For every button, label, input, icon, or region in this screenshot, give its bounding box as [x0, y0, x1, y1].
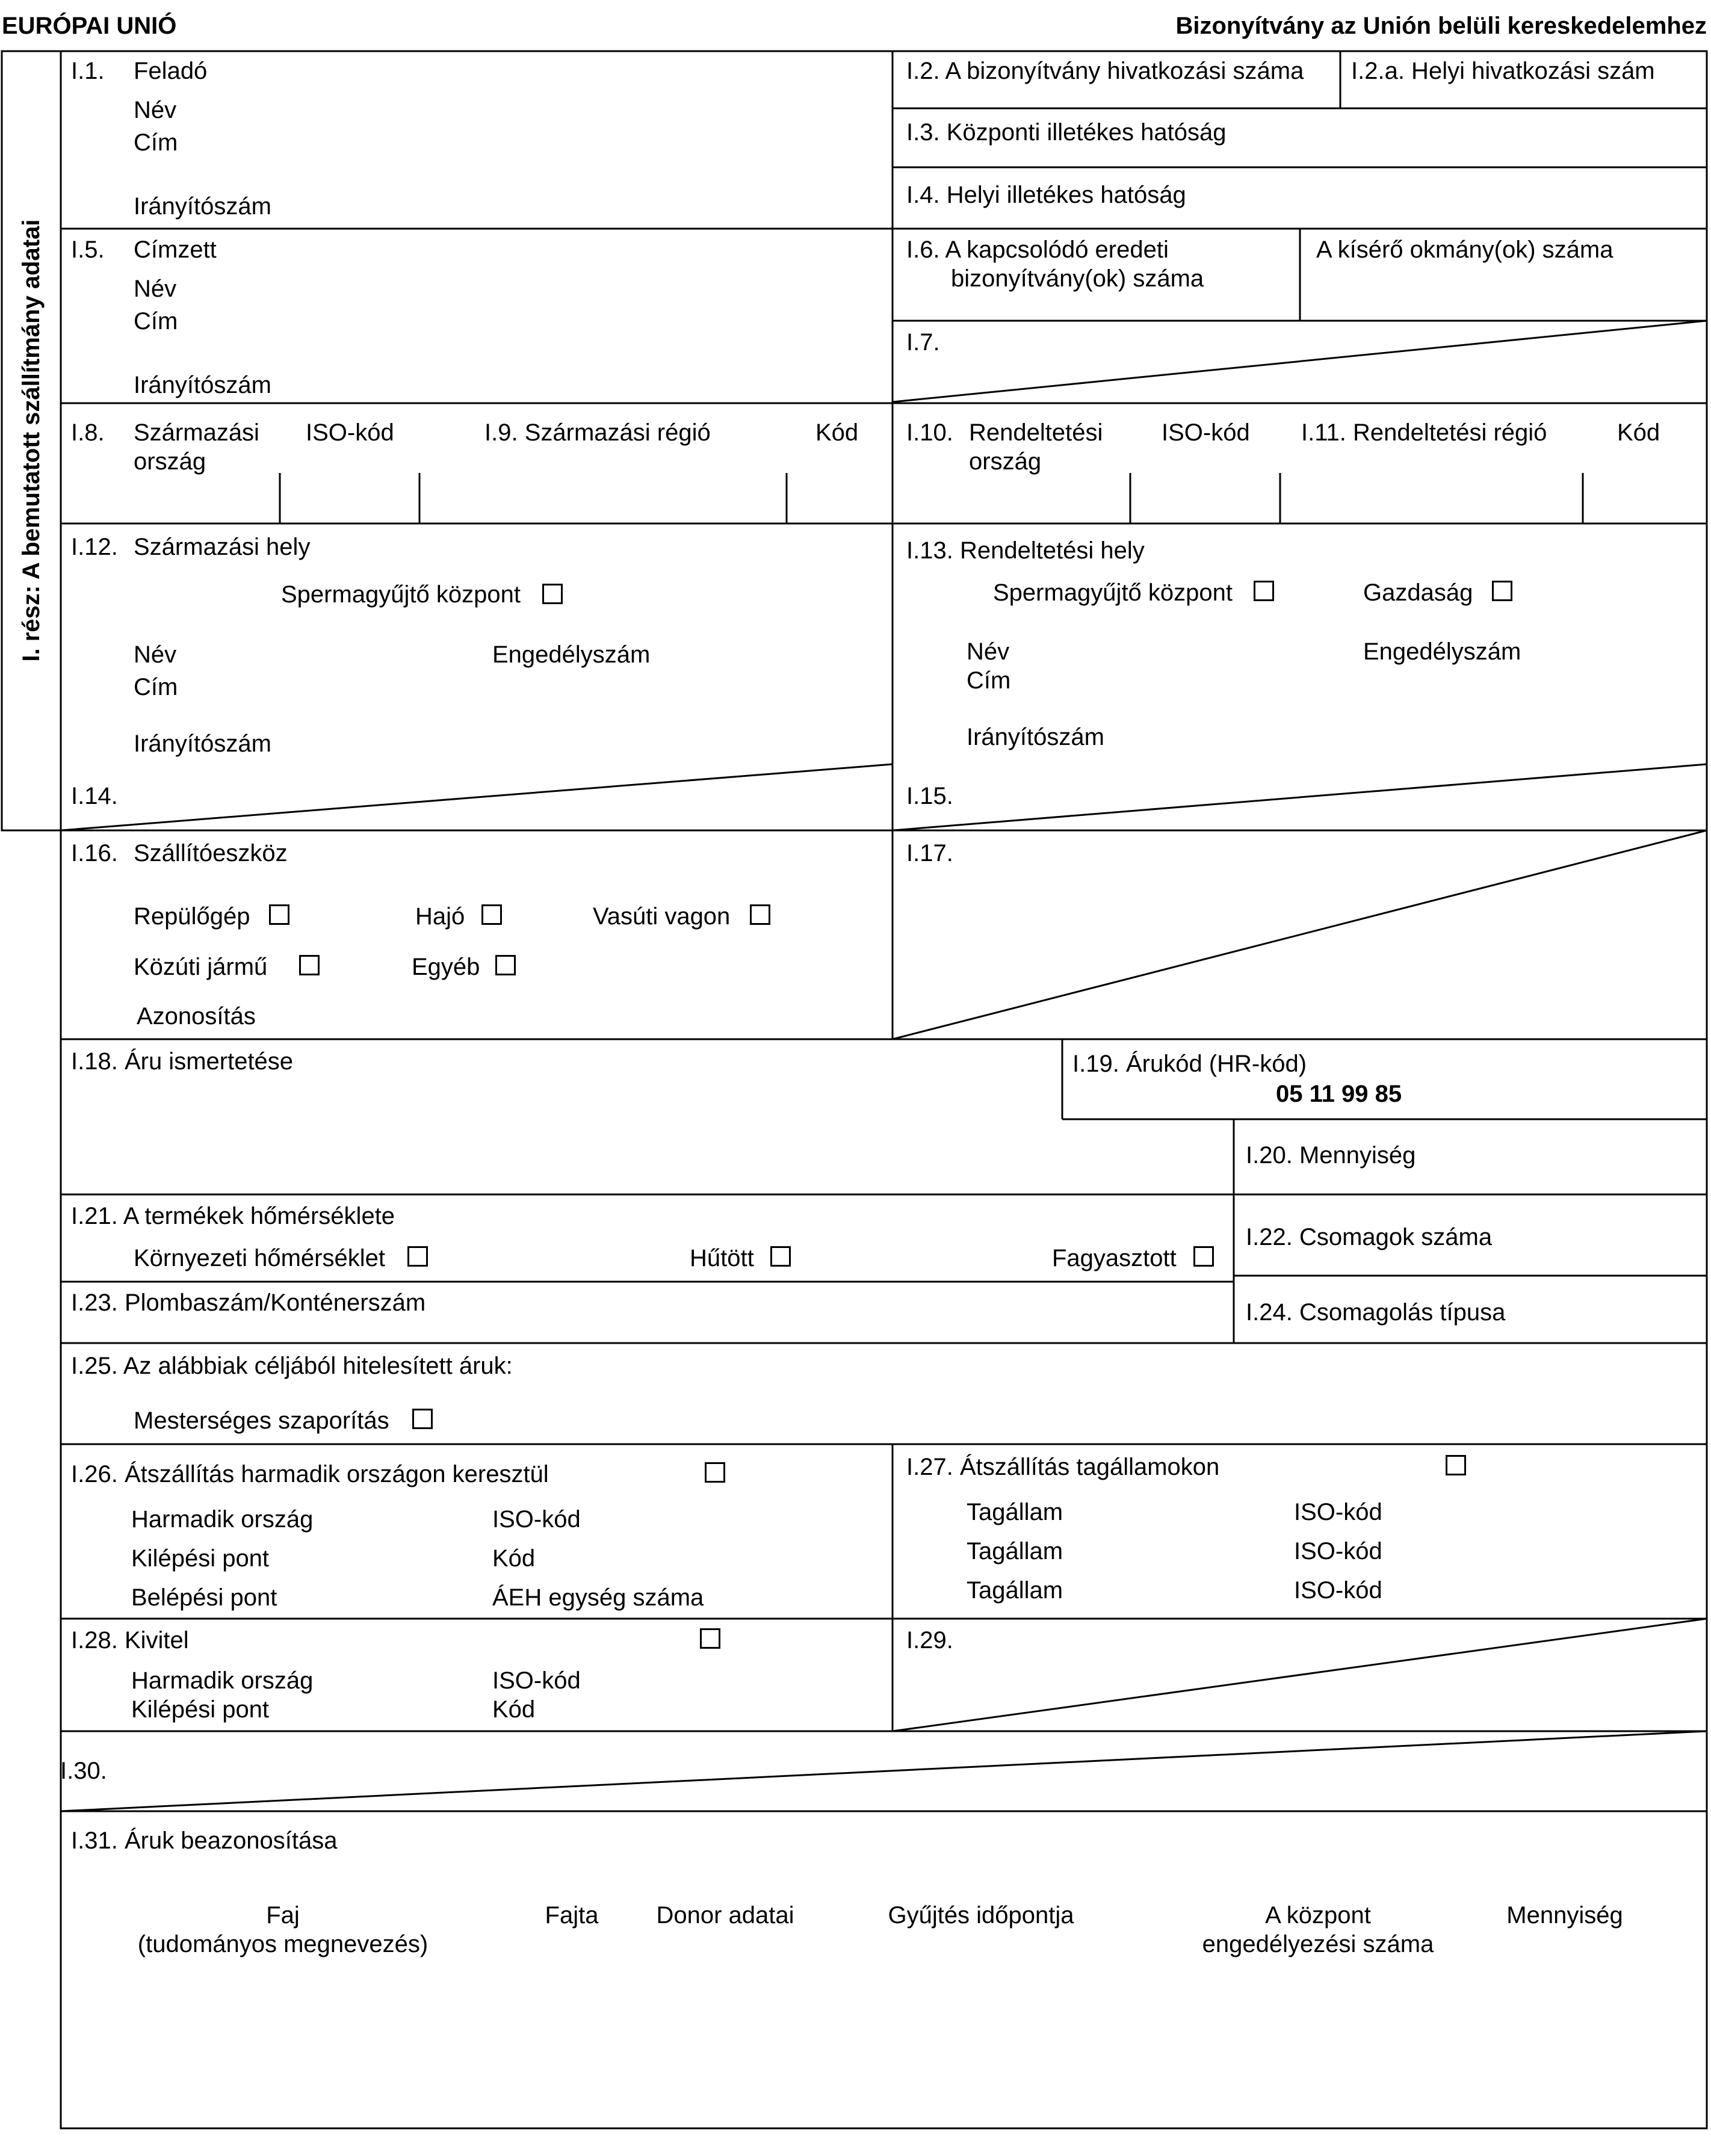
b10-title2: ország: [969, 448, 1042, 475]
b13-iranyitoszam: Irányítószám: [967, 724, 1104, 750]
b12-num: I.12.: [71, 534, 118, 560]
b1-title: Feladó: [134, 58, 208, 84]
b26-kilepesi: Kilépési pont: [131, 1545, 270, 1572]
b16-kozuti-label: Közúti jármű: [134, 954, 268, 980]
b13-nev: Név: [967, 638, 1010, 665]
b13-spermagyujto-checkbox[interactable]: [1254, 581, 1274, 601]
b16-repulogep-label: Repülőgép: [134, 903, 250, 930]
b7-num: I.7.: [906, 329, 940, 356]
b10-title1: Rendeltetési: [969, 419, 1103, 446]
b31-col-gyujtes: Gyűjtés időpontja: [888, 1902, 1074, 1929]
part-label: I. rész: A bemutatott szállítmány adatai: [18, 219, 45, 662]
b16-egyeb-label: Egyéb: [412, 954, 480, 980]
b31-col-faj: Faj: [266, 1902, 300, 1929]
b19-code: 05 11 99 85: [1276, 1081, 1402, 1107]
b26-kod: Kód: [492, 1545, 536, 1572]
b21-fagyasztott-checkbox[interactable]: [1193, 1246, 1214, 1267]
b31-col-kozpont-sub: engedélyezési száma: [1202, 1931, 1434, 1957]
b24-label: I.24. Csomagolás típusa: [1246, 1299, 1506, 1326]
b16-repulogep-checkbox[interactable]: [269, 904, 289, 925]
b27-checkbox[interactable]: [1446, 1455, 1466, 1475]
b6-accompanying: A kísérő okmány(ok) száma: [1316, 236, 1614, 263]
b12-iranyitoszam: Irányítószám: [134, 731, 271, 757]
b26-iso: ISO-kód: [492, 1506, 581, 1533]
b16-egyeb-checkbox[interactable]: [495, 955, 516, 975]
b26-checkbox[interactable]: [705, 1462, 725, 1483]
b15-num: I.15.: [906, 783, 953, 809]
b28-iso: ISO-kód: [492, 1667, 581, 1694]
b12-cim: Cím: [134, 674, 178, 700]
b12-spermagyujto-label: Spermagyűjtő központ: [281, 581, 521, 608]
b21-kornyezeti-checkbox[interactable]: [407, 1246, 428, 1267]
b21-hutott-checkbox[interactable]: [770, 1246, 791, 1267]
b27-tagallam-1: Tagállam: [967, 1499, 1063, 1525]
b25-mesterseges-checkbox[interactable]: [412, 1409, 433, 1429]
b28-kod: Kód: [492, 1696, 536, 1723]
b4-label: I.4. Helyi illetékes hatóság: [906, 182, 1186, 208]
b23-label: I.23. Plombaszám/Konténerszám: [71, 1290, 426, 1316]
b31-label: I.31. Áruk beazonosítása: [71, 1827, 338, 1854]
b28-harmadik: Harmadik ország: [131, 1667, 314, 1694]
b6-line1: I.6. A kapcsolódó eredeti: [906, 236, 1169, 263]
b16-title: Szállítóeszköz: [134, 840, 288, 866]
b2-label: I.2. A bizonyítvány hivatkozási száma: [906, 58, 1304, 84]
b31-col-faj-sub: (tudományos megnevezés): [137, 1931, 429, 1957]
b21-kornyezeti-label: Környezeti hőmérséklet: [134, 1245, 385, 1271]
b26-aeh: ÁEH egység száma: [492, 1584, 704, 1611]
b17-num: I.17.: [906, 840, 953, 866]
b28-checkbox[interactable]: [700, 1628, 720, 1649]
b20-label: I.20. Mennyiség: [1246, 1142, 1416, 1169]
b5-cim: Cím: [134, 308, 178, 335]
b5-nev: Név: [134, 276, 177, 302]
b13-gazdasag-label: Gazdaság: [1363, 579, 1473, 606]
b19-label: I.19. Árukód (HR-kód): [1072, 1051, 1307, 1077]
b26-label: I.26. Átszállítás harmadik országon keresztül: [71, 1461, 549, 1487]
b16-kozuti-checkbox[interactable]: [299, 955, 320, 975]
diag-b15: [893, 764, 1707, 830]
b12-spermagyujto-checkbox[interactable]: [542, 584, 563, 604]
header-left: EURÓPAI UNIÓ: [2, 13, 177, 39]
b13-gazdasag-checkbox[interactable]: [1492, 581, 1512, 601]
b29-num: I.29.: [906, 1627, 953, 1654]
b14-num: I.14.: [71, 783, 118, 809]
b27-iso-1: ISO-kód: [1294, 1499, 1382, 1525]
b16-azonositas: Azonosítás: [137, 1003, 256, 1030]
b21-hutott-label: Hűtött: [690, 1245, 754, 1271]
b12-engedelyszam: Engedélyszám: [492, 641, 651, 668]
b22-label: I.22. Csomagok száma: [1246, 1224, 1493, 1250]
b5-title: Címzett: [134, 236, 217, 263]
b10-num: I.10.: [906, 419, 953, 446]
b27-tagallam-2: Tagállam: [967, 1538, 1063, 1564]
b1-nev: Név: [134, 97, 177, 123]
b8-iso: ISO-kód: [306, 419, 394, 446]
diag-b17: [893, 830, 1707, 1039]
b31-col-mennyiseg: Mennyiség: [1506, 1902, 1623, 1929]
b5-num: I.5.: [71, 236, 105, 263]
b27-iso-3: ISO-kód: [1294, 1577, 1382, 1604]
b13-spermagyujto-label: Spermagyűjtő központ: [993, 579, 1233, 606]
b1-iranyitoszam: Irányítószám: [134, 193, 271, 220]
b8-title1: Származási: [134, 419, 259, 446]
b25-label: I.25. Az alábbiak céljából hitelesített áruk:: [71, 1353, 513, 1379]
diag-b29: [893, 1619, 1707, 1731]
b25-mesterseges-label: Mesterséges szaporítás: [134, 1407, 389, 1434]
b1-cim: Cím: [134, 129, 178, 156]
b13-engedelyszam: Engedélyszám: [1363, 638, 1521, 665]
b1-num: I.1.: [71, 58, 105, 84]
b28-label: I.28. Kivitel: [71, 1627, 189, 1654]
b6-line2: bizonyítvány(ok) száma: [951, 265, 1204, 292]
b31-col-donor: Donor adatai: [656, 1902, 794, 1929]
b9-label: I.9. Származási régió: [484, 419, 711, 446]
b16-num: I.16.: [71, 840, 118, 866]
b16-vasuti-checkbox[interactable]: [750, 904, 770, 925]
b2a-label: I.2.a. Helyi hivatkozási szám: [1351, 58, 1655, 84]
b11-label: I.11. Rendeltetési régió: [1301, 419, 1547, 446]
b11-kod: Kód: [1617, 419, 1660, 446]
b28-kilepesi: Kilépési pont: [131, 1696, 270, 1723]
b31-col-fajta: Fajta: [545, 1902, 599, 1929]
diag-b7: [893, 321, 1707, 402]
b16-vasuti-label: Vasúti vagon: [593, 903, 731, 930]
diag-b30: [61, 1731, 1707, 1811]
b10-iso: ISO-kód: [1162, 419, 1250, 446]
b18-label: I.18. Áru ismertetése: [71, 1048, 294, 1075]
b12-nev: Név: [134, 641, 177, 668]
b13-label: I.13. Rendeltetési hely: [906, 537, 1145, 564]
b21-fagyasztott-label: Fagyasztott: [1052, 1245, 1177, 1271]
form-frame: [61, 51, 1707, 2128]
b13-cim: Cím: [967, 667, 1011, 694]
b27-tagallam-3: Tagállam: [967, 1577, 1063, 1604]
diag-b14: [61, 764, 893, 830]
b3-label: I.3. Központi illetékes hatóság: [906, 119, 1227, 146]
b8-num: I.8.: [71, 419, 105, 446]
b5-iranyitoszam: Irányítószám: [134, 372, 271, 398]
b26-belepesi: Belépési pont: [131, 1584, 277, 1611]
b26-harmadik: Harmadik ország: [131, 1506, 314, 1533]
b30-num: I.30.: [60, 1758, 107, 1784]
b16-hajo-checkbox[interactable]: [481, 904, 502, 925]
b27-iso-2: ISO-kód: [1294, 1538, 1382, 1564]
b31-col-kozpont: A központ: [1265, 1902, 1371, 1929]
header-right: Bizonyítvány az Unión belüli kereskedelemhez: [1175, 13, 1707, 39]
b16-hajo-label: Hajó: [415, 903, 465, 930]
b9-kod: Kód: [815, 419, 859, 446]
b21-label: I.21. A termékek hőmérséklete: [71, 1203, 395, 1229]
b27-label: I.27. Átszállítás tagállamokon: [906, 1454, 1220, 1480]
b12-title: Származási hely: [134, 534, 311, 560]
b8-title2: ország: [134, 448, 206, 475]
